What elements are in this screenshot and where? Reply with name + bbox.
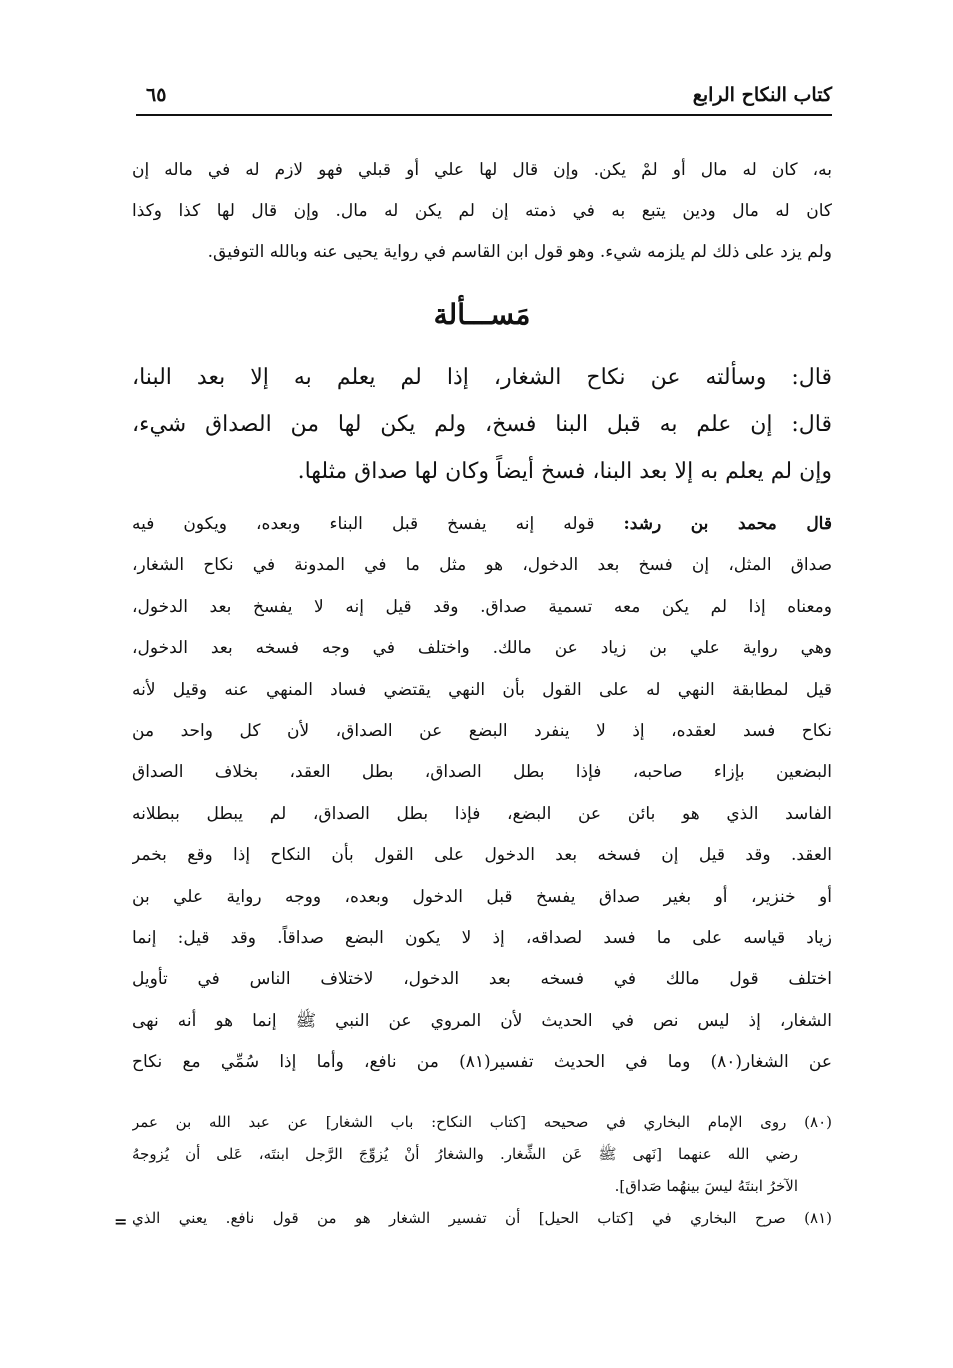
question-paragraph — [132, 354, 832, 495]
footnote-continuation-mark: = — [114, 1212, 128, 1231]
footnote-81-line: (٨١) صرح البخاري في [كتاب الحيل] أن تفسير الشغار هو من قول نافع. يعني الذي — [132, 1209, 832, 1227]
page-number: ٦٥ — [146, 84, 167, 106]
section-title: مَســـألة — [433, 298, 531, 331]
commentary-line: الشغار، إذ ليس نص في الحديث لأن المروي عن النبي ﷺ إنما هو أنه نهى — [132, 1010, 832, 1031]
footnote-80-line: رضي الله عنهما [نَهى ﷺ عَن الشِّغار. والشغارُ أنْ يُزوِّجَ الرَّجل ابنتَه، عَلى أن يُزوجهُ — [132, 1145, 798, 1163]
commentary-paragraph — [132, 504, 832, 1084]
question-line: وإن لم يعلم به إلا بعد البنا، فسخ أيضاً وكان لها صداق مثلها. — [297, 459, 832, 484]
commentary-line: زياد قياسه على ما فسد لصداقه، إذ لا يكون البضع صداقاً. وقد قيل: إنما — [132, 928, 832, 949]
footnotes — [132, 1106, 832, 1234]
running-header — [136, 78, 832, 114]
commentary-speaker: قال محمد بن رشد: — [623, 514, 832, 534]
footnote-80-line: الآخرُ ابنتَهُ ليسَ بينهُما صَداق]. — [614, 1177, 798, 1195]
commentary-line: عن الشغار(٨٠) وما في الحديث تفسير(٨١) من نافع، وأما إذا سُمِّي مع نكاح — [132, 1052, 832, 1073]
footnote-80-line: (٨٠) روى الإمام البخاري في صحيحه [كتاب النكاح: باب الشغار] عن عبد الله بن عمر — [132, 1113, 832, 1131]
commentary-first-line — [132, 504, 832, 545]
intro-line: ولم يزد على ذلك لم يلزمه شيء. وهو قول ابن القاسم في رواية يحيى عنه وبالله التوفيق. — [207, 242, 832, 262]
commentary-line: أو خنزير، أو بغير صداق يفسخ قبل الدخول وبعده، ووجه رواية علي بن — [132, 886, 832, 907]
commentary-line: صداق المثل، إن فسخ بعد الدخول، هو مثل ما في المدونة في نكاح الشغار، — [132, 555, 832, 576]
commentary-line: قيل لمطابقة النهي له على القول بأن النهي يقتضي فساد المنهي عنه وقيل لأنه — [132, 679, 832, 700]
intro-line: كان له مال ودين يتبع به في ذمته إن لم يكن له مال. وإن قال لها كذا وكذا — [132, 201, 832, 221]
commentary-line: نكاح فسد لعقده، إذ لا ينفرد البضع عن الصداق، لأن كل واحد من — [132, 721, 832, 742]
commentary-line: اختلف قول مالك في فسخه بعد الدخول، لاختلاف الناس في تأويل — [132, 969, 832, 990]
question-line: قال: وسألته عن نكاح الشغار، إذا لم يعلم به إلا بعد البنا، — [132, 365, 832, 390]
commentary-line: الفاسد الذي هو بائن عن البضع، فإذا بطل الصداق، لم يبطل ببطلانه — [132, 803, 832, 824]
commentary-line: العقد. وقد قيل إن فسخه بعد الدخول على القول بأن النكاح إذا وقع بخمر — [132, 845, 832, 866]
intro-paragraph — [132, 150, 832, 273]
intro-line: به، كان له مال أو لمْ يكن. وإن قال لها علي أو قبلي فهو لازم له في ماله إن — [132, 160, 832, 180]
commentary-line: ومعناه إذا لم يكن معه تسمية صداق. وقد قيل إنه لا يفسخ بعد الدخول، — [132, 596, 832, 617]
header-rule — [136, 114, 832, 116]
question-line: قال: إن علم به قبل البنا فسخ، ولم يكن لها من الصداق شيء، — [132, 412, 832, 437]
commentary-line: البضعين بإزاء صاحبه، فإذا بطل الصداق، بطل العقد، بخلاف الصداق — [132, 762, 832, 783]
header-title: كتاب النكاح الرابع — [692, 84, 832, 106]
commentary-line: وهي رواية علي بن زياد عن مالك. واختلف في وجه فسخه بعد الدخول، — [132, 638, 832, 659]
commentary-first-line-text: قوله إنه يفسخ قبل البناء وبعده، ويكون فيه — [132, 514, 595, 534]
